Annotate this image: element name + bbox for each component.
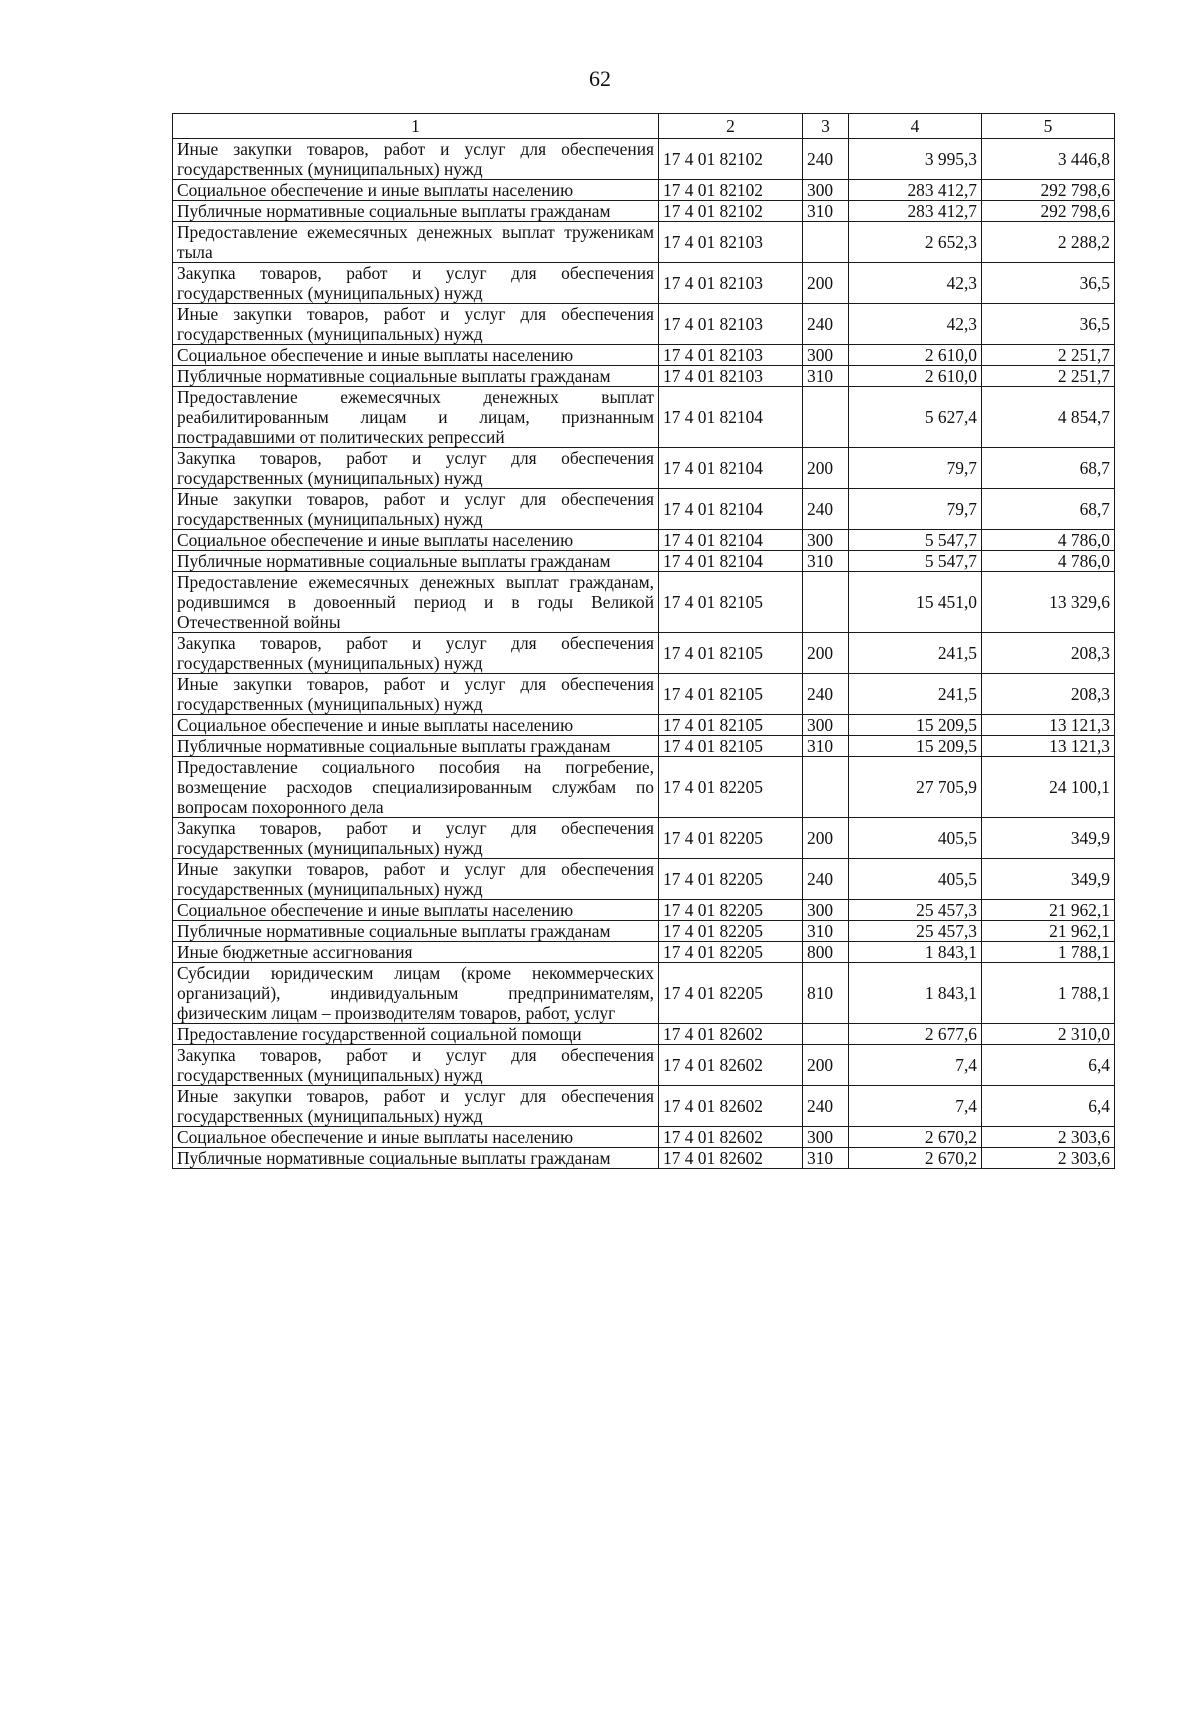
row-name-cell: Социальное обеспечение и иные выплаты населению [173, 180, 659, 201]
row-value-col5-cell: 1 788,1 [982, 942, 1115, 963]
table-row [173, 633, 1115, 674]
row-value-col5-cell: 2 251,7 [982, 366, 1115, 387]
row-value-col5-cell: 68,7 [982, 448, 1115, 489]
header-col-3: 3 [803, 114, 849, 139]
row-name-cell: Социальное обеспечение и иные выплаты населению [173, 345, 659, 366]
row-value-col4-cell: 405,5 [849, 859, 982, 900]
row-code-cell: 17 4 01 82602 [659, 1024, 803, 1045]
row-expense-type-cell: 200 [803, 1045, 849, 1086]
row-expense-type-cell: 200 [803, 633, 849, 674]
row-code-cell: 17 4 01 82205 [659, 963, 803, 1024]
table-row [173, 1086, 1115, 1127]
row-expense-type-cell: 310 [803, 366, 849, 387]
row-name-cell: Социальное обеспечение и иные выплаты населению [173, 900, 659, 921]
table-row [173, 263, 1115, 304]
row-name-cell: Социальное обеспечение и иные выплаты населению [173, 530, 659, 551]
header-col-5: 5 [982, 114, 1115, 139]
row-code-cell: 17 4 01 82205 [659, 921, 803, 942]
row-name-cell: Иные закупки товаров, работ и услуг для обеспечения государственных (муниципальных) нужд [173, 304, 659, 345]
row-value-col5-cell: 13 121,3 [982, 715, 1115, 736]
row-value-col5-cell: 13 329,6 [982, 572, 1115, 633]
table-row [173, 366, 1115, 387]
row-value-col5-cell: 13 121,3 [982, 736, 1115, 757]
table-row [173, 900, 1115, 921]
row-value-col5-cell: 4 854,7 [982, 387, 1115, 448]
row-value-col5-cell: 292 798,6 [982, 201, 1115, 222]
table-row [173, 859, 1115, 900]
row-code-cell: 17 4 01 82105 [659, 715, 803, 736]
table-row [173, 448, 1115, 489]
row-code-cell: 17 4 01 82104 [659, 530, 803, 551]
row-code-cell: 17 4 01 82103 [659, 366, 803, 387]
row-name-cell: Закупка товаров, работ и услуг для обеспечения государственных (муниципальных) нужд [173, 1045, 659, 1086]
row-name-cell: Иные закупки товаров, работ и услуг для обеспечения государственных (муниципальных) нужд [173, 489, 659, 530]
row-value-col5-cell: 2 251,7 [982, 345, 1115, 366]
row-name-cell: Публичные нормативные социальные выплаты гражданам [173, 736, 659, 757]
row-expense-type-cell: 240 [803, 139, 849, 180]
row-code-cell: 17 4 01 82102 [659, 201, 803, 222]
budget-table [172, 113, 1115, 1169]
row-value-col4-cell: 2 610,0 [849, 345, 982, 366]
row-value-col4-cell: 5 547,7 [849, 530, 982, 551]
row-value-col4-cell: 2 670,2 [849, 1148, 982, 1169]
row-value-col4-cell: 42,3 [849, 304, 982, 345]
table-row [173, 942, 1115, 963]
row-code-cell: 17 4 01 82205 [659, 859, 803, 900]
table-row [173, 201, 1115, 222]
table-row [173, 180, 1115, 201]
row-value-col5-cell: 36,5 [982, 263, 1115, 304]
row-code-cell: 17 4 01 82104 [659, 551, 803, 572]
table-row [173, 551, 1115, 572]
row-value-col4-cell: 79,7 [849, 448, 982, 489]
row-value-col4-cell: 15 451,0 [849, 572, 982, 633]
row-code-cell: 17 4 01 82104 [659, 489, 803, 530]
row-value-col5-cell: 68,7 [982, 489, 1115, 530]
table-row [173, 757, 1115, 818]
table-row [173, 674, 1115, 715]
row-code-cell: 17 4 01 82105 [659, 674, 803, 715]
row-value-col4-cell: 405,5 [849, 818, 982, 859]
row-value-col5-cell: 24 100,1 [982, 757, 1115, 818]
row-value-col5-cell: 4 786,0 [982, 551, 1115, 572]
row-code-cell: 17 4 01 82104 [659, 448, 803, 489]
row-value-col5-cell: 21 962,1 [982, 900, 1115, 921]
row-value-col5-cell: 349,9 [982, 818, 1115, 859]
row-expense-type-cell: 310 [803, 1148, 849, 1169]
row-expense-type-cell: 240 [803, 859, 849, 900]
row-code-cell: 17 4 01 82103 [659, 222, 803, 263]
table-header [173, 114, 1115, 139]
row-name-cell: Закупка товаров, работ и услуг для обеспечения государственных (муниципальных) нужд [173, 263, 659, 304]
table-row [173, 222, 1115, 263]
row-name-cell: Закупка товаров, работ и услуг для обеспечения государственных (муниципальных) нужд [173, 818, 659, 859]
table-row [173, 818, 1115, 859]
row-value-col4-cell: 7,4 [849, 1086, 982, 1127]
row-expense-type-cell: 300 [803, 180, 849, 201]
row-code-cell: 17 4 01 82205 [659, 900, 803, 921]
row-expense-type-cell: 310 [803, 921, 849, 942]
row-code-cell: 17 4 01 82103 [659, 345, 803, 366]
row-expense-type-cell: 810 [803, 963, 849, 1024]
row-expense-type-cell: 200 [803, 263, 849, 304]
row-value-col5-cell: 6,4 [982, 1086, 1115, 1127]
table-row [173, 387, 1115, 448]
row-value-col4-cell: 241,5 [849, 674, 982, 715]
row-code-cell: 17 4 01 82602 [659, 1148, 803, 1169]
row-expense-type-cell [803, 1024, 849, 1045]
row-name-cell: Предоставление ежемесячных денежных выплат гражданам, родившимся в довоенный период и в годы Великой Отечественной войны [173, 572, 659, 633]
row-name-cell: Публичные нормативные социальные выплаты гражданам [173, 921, 659, 942]
row-value-col5-cell: 1 788,1 [982, 963, 1115, 1024]
row-name-cell: Закупка товаров, работ и услуг для обеспечения государственных (муниципальных) нужд [173, 633, 659, 674]
table-row [173, 489, 1115, 530]
row-code-cell: 17 4 01 82602 [659, 1086, 803, 1127]
row-value-col4-cell: 5 547,7 [849, 551, 982, 572]
row-value-col4-cell: 79,7 [849, 489, 982, 530]
row-name-cell: Публичные нормативные социальные выплаты гражданам [173, 201, 659, 222]
row-value-col5-cell: 3 446,8 [982, 139, 1115, 180]
row-value-col4-cell: 1 843,1 [849, 942, 982, 963]
header-col-4: 4 [849, 114, 982, 139]
row-code-cell: 17 4 01 82205 [659, 942, 803, 963]
row-code-cell: 17 4 01 82602 [659, 1127, 803, 1148]
row-name-cell: Иные бюджетные ассигнования [173, 942, 659, 963]
row-value-col5-cell: 2 303,6 [982, 1148, 1115, 1169]
row-name-cell: Социальное обеспечение и иные выплаты населению [173, 715, 659, 736]
row-value-col5-cell: 2 303,6 [982, 1127, 1115, 1148]
row-expense-type-cell: 200 [803, 818, 849, 859]
row-name-cell: Социальное обеспечение и иные выплаты населению [173, 1127, 659, 1148]
row-code-cell: 17 4 01 82102 [659, 139, 803, 180]
row-expense-type-cell: 240 [803, 489, 849, 530]
table-row [173, 530, 1115, 551]
row-expense-type-cell: 300 [803, 715, 849, 736]
row-expense-type-cell: 240 [803, 1086, 849, 1127]
table-row [173, 963, 1115, 1024]
row-value-col4-cell: 25 457,3 [849, 900, 982, 921]
row-expense-type-cell: 240 [803, 304, 849, 345]
row-value-col5-cell: 36,5 [982, 304, 1115, 345]
row-code-cell: 17 4 01 82104 [659, 387, 803, 448]
row-expense-type-cell [803, 222, 849, 263]
row-value-col4-cell: 283 412,7 [849, 180, 982, 201]
row-name-cell: Публичные нормативные социальные выплаты гражданам [173, 551, 659, 572]
row-expense-type-cell [803, 387, 849, 448]
row-value-col4-cell: 2 677,6 [849, 1024, 982, 1045]
row-expense-type-cell [803, 757, 849, 818]
row-name-cell: Публичные нормативные социальные выплаты гражданам [173, 366, 659, 387]
row-code-cell: 17 4 01 82105 [659, 633, 803, 674]
row-value-col5-cell: 2 288,2 [982, 222, 1115, 263]
header-col-2: 2 [659, 114, 803, 139]
table-row [173, 1148, 1115, 1169]
row-code-cell: 17 4 01 82205 [659, 818, 803, 859]
row-value-col5-cell: 2 310,0 [982, 1024, 1115, 1045]
row-code-cell: 17 4 01 82105 [659, 736, 803, 757]
row-value-col5-cell: 208,3 [982, 674, 1115, 715]
table-row [173, 921, 1115, 942]
table-row [173, 345, 1115, 366]
row-expense-type-cell [803, 572, 849, 633]
row-expense-type-cell: 240 [803, 674, 849, 715]
row-value-col4-cell: 42,3 [849, 263, 982, 304]
header-row [173, 114, 1115, 139]
row-code-cell: 17 4 01 82205 [659, 757, 803, 818]
row-code-cell: 17 4 01 82105 [659, 572, 803, 633]
row-value-col4-cell: 3 995,3 [849, 139, 982, 180]
row-value-col4-cell: 25 457,3 [849, 921, 982, 942]
row-name-cell: Предоставление ежемесячных денежных выплат труженикам тыла [173, 222, 659, 263]
table-row [173, 304, 1115, 345]
row-name-cell: Иные закупки товаров, работ и услуг для обеспечения государственных (муниципальных) нужд [173, 1086, 659, 1127]
table-row [173, 139, 1115, 180]
row-value-col4-cell: 15 209,5 [849, 736, 982, 757]
row-expense-type-cell: 310 [803, 201, 849, 222]
row-expense-type-cell: 800 [803, 942, 849, 963]
row-value-col4-cell: 15 209,5 [849, 715, 982, 736]
table-row [173, 1127, 1115, 1148]
row-name-cell: Иные закупки товаров, работ и услуг для обеспечения государственных (муниципальных) нужд [173, 139, 659, 180]
row-value-col4-cell: 241,5 [849, 633, 982, 674]
row-name-cell: Субсидии юридическим лицам (кроме некоммерческих организаций), индивидуальным предпринимателям, физическим лицам – производителям товаров, работ, услуг [173, 963, 659, 1024]
row-value-col4-cell: 7,4 [849, 1045, 982, 1086]
row-value-col4-cell: 1 843,1 [849, 963, 982, 1024]
row-value-col4-cell: 27 705,9 [849, 757, 982, 818]
row-value-col4-cell: 2 652,3 [849, 222, 982, 263]
row-expense-type-cell: 300 [803, 345, 849, 366]
row-value-col4-cell: 2 610,0 [849, 366, 982, 387]
table-row [173, 736, 1115, 757]
row-expense-type-cell: 310 [803, 736, 849, 757]
row-value-col5-cell: 4 786,0 [982, 530, 1115, 551]
page-number: 62 [589, 66, 611, 91]
table-row [173, 572, 1115, 633]
row-name-cell: Предоставление ежемесячных денежных выплат реабилитированным лицам и лицам, признанным пострадавшими от политических репрессий [173, 387, 659, 448]
row-name-cell: Предоставление социального пособия на погребение, возмещение расходов специализированным службам по вопросам похоронного дела [173, 757, 659, 818]
row-value-col5-cell: 21 962,1 [982, 921, 1115, 942]
row-name-cell: Предоставление государственной социальной помощи [173, 1024, 659, 1045]
header-col-1: 1 [173, 114, 659, 139]
row-name-cell: Иные закупки товаров, работ и услуг для обеспечения государственных (муниципальных) нужд [173, 674, 659, 715]
row-value-col4-cell: 2 670,2 [849, 1127, 982, 1148]
row-code-cell: 17 4 01 82103 [659, 304, 803, 345]
row-name-cell: Публичные нормативные социальные выплаты гражданам [173, 1148, 659, 1169]
table-body [173, 139, 1115, 1169]
row-expense-type-cell: 200 [803, 448, 849, 489]
row-expense-type-cell: 310 [803, 551, 849, 572]
row-expense-type-cell: 300 [803, 900, 849, 921]
row-value-col5-cell: 208,3 [982, 633, 1115, 674]
row-code-cell: 17 4 01 82103 [659, 263, 803, 304]
row-code-cell: 17 4 01 82602 [659, 1045, 803, 1086]
row-value-col5-cell: 292 798,6 [982, 180, 1115, 201]
row-name-cell: Иные закупки товаров, работ и услуг для обеспечения государственных (муниципальных) нужд [173, 859, 659, 900]
row-value-col4-cell: 5 627,4 [849, 387, 982, 448]
table-row [173, 1024, 1115, 1045]
row-value-col5-cell: 349,9 [982, 859, 1115, 900]
row-expense-type-cell: 300 [803, 1127, 849, 1148]
row-name-cell: Закупка товаров, работ и услуг для обеспечения государственных (муниципальных) нужд [173, 448, 659, 489]
table-row [173, 715, 1115, 736]
row-expense-type-cell: 300 [803, 530, 849, 551]
row-value-col4-cell: 283 412,7 [849, 201, 982, 222]
row-code-cell: 17 4 01 82102 [659, 180, 803, 201]
row-value-col5-cell: 6,4 [982, 1045, 1115, 1086]
table-row [173, 1045, 1115, 1086]
